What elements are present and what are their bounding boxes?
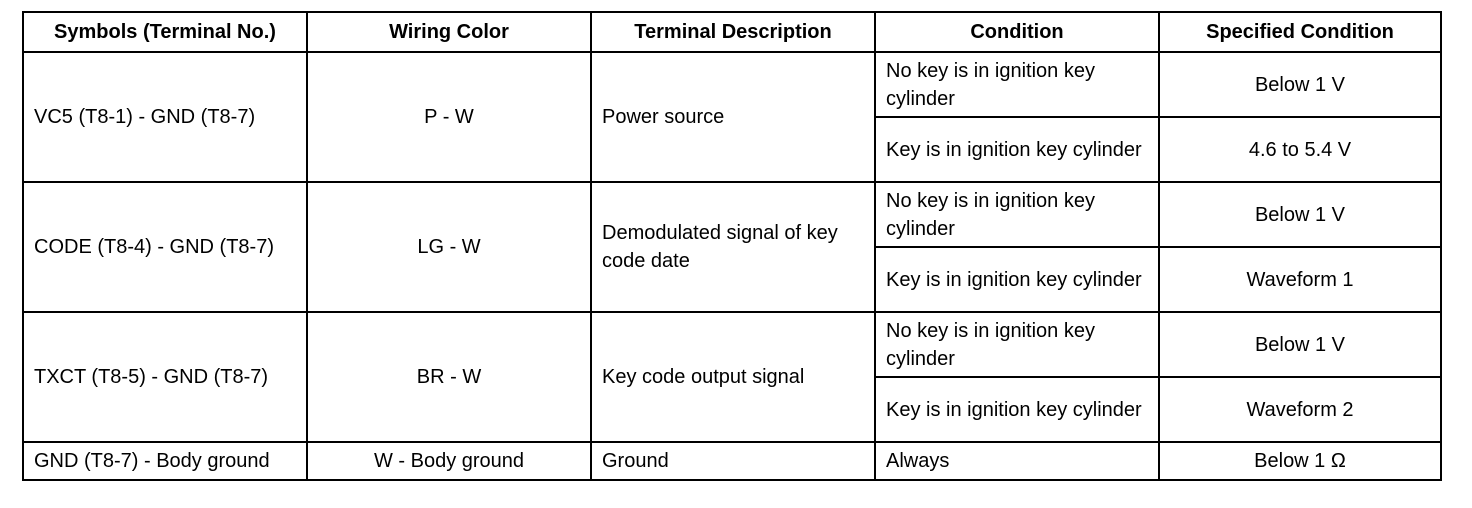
specified-condition-cell: Below 1 V bbox=[1159, 52, 1441, 117]
terminal-table bbox=[22, 11, 1442, 481]
symbol-cell: CODE (T8-4) - GND (T8-7) bbox=[23, 182, 307, 312]
condition-cell: No key is in ignition key cylinder bbox=[875, 52, 1159, 117]
table-row bbox=[23, 182, 1441, 247]
wiring-color-cell: P - W bbox=[307, 52, 591, 182]
header-symbols: Symbols (Terminal No.) bbox=[23, 12, 307, 52]
symbol-cell: VC5 (T8-1) - GND (T8-7) bbox=[23, 52, 307, 182]
symbol-cell: GND (T8-7) - Body ground bbox=[23, 442, 307, 480]
specified-condition-cell: Waveform 2 bbox=[1159, 377, 1441, 442]
table-row bbox=[23, 52, 1441, 117]
table-row bbox=[23, 312, 1441, 377]
condition-cell: Key is in ignition key cylinder bbox=[875, 117, 1159, 182]
description-cell: Ground bbox=[591, 442, 875, 480]
description-cell: Demodulated signal of key code date bbox=[591, 182, 875, 312]
specified-condition-cell: Below 1 Ω bbox=[1159, 442, 1441, 480]
condition-cell: No key is in ignition key cylinder bbox=[875, 182, 1159, 247]
header-specified-condition: Specified Condition bbox=[1159, 12, 1441, 52]
condition-cell: Always bbox=[875, 442, 1159, 480]
description-cell: Key code output signal bbox=[591, 312, 875, 442]
table-row bbox=[23, 442, 1441, 480]
wiring-color-cell: LG - W bbox=[307, 182, 591, 312]
condition-cell: Key is in ignition key cylinder bbox=[875, 247, 1159, 312]
header-terminal-description: Terminal Description bbox=[591, 12, 875, 52]
header-wiring-color: Wiring Color bbox=[307, 12, 591, 52]
condition-cell: No key is in ignition key cylinder bbox=[875, 312, 1159, 377]
specified-condition-cell: Below 1 V bbox=[1159, 182, 1441, 247]
specified-condition-cell: Waveform 1 bbox=[1159, 247, 1441, 312]
specified-condition-cell: 4.6 to 5.4 V bbox=[1159, 117, 1441, 182]
condition-cell: Key is in ignition key cylinder bbox=[875, 377, 1159, 442]
specified-condition-cell: Below 1 V bbox=[1159, 312, 1441, 377]
wiring-color-cell: W - Body ground bbox=[307, 442, 591, 480]
header-row bbox=[23, 12, 1441, 52]
header-condition: Condition bbox=[875, 12, 1159, 52]
description-cell: Power source bbox=[591, 52, 875, 182]
symbol-cell: TXCT (T8-5) - GND (T8-7) bbox=[23, 312, 307, 442]
wiring-color-cell: BR - W bbox=[307, 312, 591, 442]
